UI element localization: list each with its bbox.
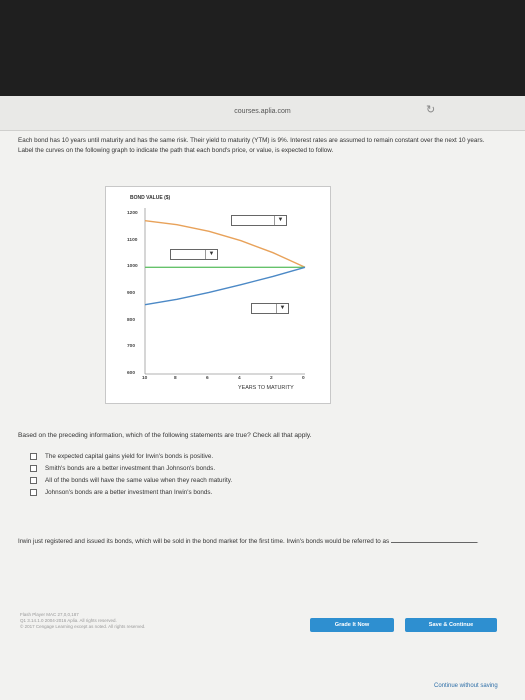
checkbox[interactable] (30, 465, 37, 472)
option-4[interactable]: Johnson's bonds are a better investment than Irwin's bonds. (30, 486, 232, 498)
series-line-3 (145, 267, 305, 304)
answer-options (30, 450, 232, 498)
reload-icon[interactable]: ↻ (426, 104, 436, 116)
chevron-down-icon: ▼ (205, 250, 217, 259)
x-tick-label: 0 (302, 376, 305, 381)
curve-label-dropdown-1[interactable] (231, 215, 287, 226)
y-tick-label: 1200 (127, 211, 138, 216)
x-tick-label: 2 (270, 376, 273, 381)
option-1[interactable]: The expected capital gains yield for Irwin's bonds is positive. (30, 450, 232, 462)
grade-it-now-button[interactable]: Grade It Now (310, 618, 394, 632)
save-and-continue-button[interactable]: Save & Continue (405, 618, 497, 632)
curve-label-dropdown-3[interactable] (251, 303, 289, 314)
y-axis-label: BOND VALUE ($) (130, 195, 171, 201)
checkbox[interactable] (30, 477, 37, 484)
x-tick-label: 8 (174, 376, 177, 381)
copyright-footer: Flash Player MAC 27,0,0,187 Q1 3.14.1.0 2004-2016 Aplia. All rights reserved. © 2017 Cengage Learning except as noted. All rights reserved. (20, 612, 146, 629)
x-axis-label: YEARS TO MATURITY (238, 385, 294, 391)
y-tick-label: 700 (127, 344, 136, 350)
option-3[interactable]: All of the bonds will have the same value when they reach maturity. (30, 474, 232, 486)
y-tick-label: 1100 (127, 237, 138, 243)
question-1-prompt: Based on the preceding information, which of the following statements are true? Check all that apply. (18, 432, 312, 439)
question-2: Irwin just registered and issued its bonds, which will be sold in the bond market for the first time. Irwin's bonds would be referred to as . (18, 538, 479, 545)
y-tick-label: 800 (127, 317, 136, 323)
chevron-down-icon: ▼ (276, 304, 288, 313)
chart-plot (105, 186, 329, 402)
option-2[interactable]: Smith's bonds are a better investment than Johnson's bonds. (30, 462, 232, 474)
y-tick-label: 900 (127, 291, 136, 296)
continue-without-saving-link[interactable]: Continue without saving (434, 683, 498, 689)
curve-label-dropdown-2[interactable] (170, 249, 218, 260)
x-tick-label: 10 (142, 376, 148, 381)
answer-blank-dropdown[interactable] (391, 542, 477, 543)
checkbox[interactable] (30, 489, 37, 496)
url-bar[interactable]: courses.aplia.com (234, 108, 291, 115)
x-tick-label: 4 (238, 376, 241, 381)
series-line-1 (145, 221, 305, 268)
y-tick-label: 600 (127, 371, 136, 376)
x-tick-label: 6 (206, 376, 209, 381)
y-tick-label: 1000 (127, 264, 138, 270)
chevron-down-icon: ▼ (274, 216, 286, 225)
checkbox[interactable] (30, 453, 37, 460)
problem-intro: Each bond has 10 years until maturity and has the same risk. Their yield to maturity (YTM) is 9%. Interest rates are assumed to remain constant over the next 10 years. Label the curves on the following graph to indicate the path that each bond's price, or value, is expected to follow. (18, 137, 485, 154)
